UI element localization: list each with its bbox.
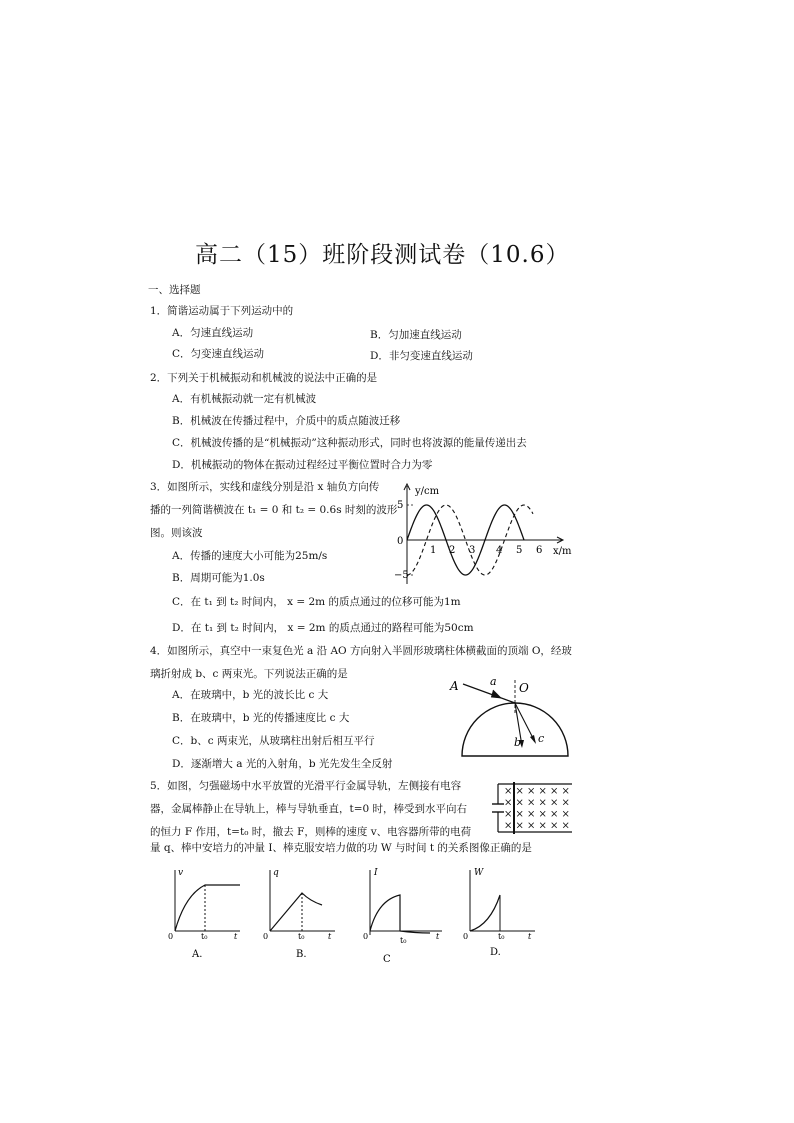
- x-tick-6: 6: [536, 545, 543, 556]
- q3-option-a: A．传播的速度大小可能为25m/s: [172, 550, 328, 562]
- field-cross-icon: ×: [504, 820, 513, 832]
- q3-stem-line3: 图。则该波: [150, 527, 203, 539]
- q4-option-d: D．逐渐增大 a 光的入射角，b 光先发生全反射: [172, 758, 393, 770]
- field-cross-icon: ×: [527, 797, 536, 809]
- graph-a-t0: t₀: [201, 932, 208, 941]
- graph-d-ylabel: W: [474, 868, 484, 878]
- y-tick-5: 5: [397, 500, 404, 511]
- q3-option-b: B．周期可能为1.0s: [172, 572, 265, 584]
- field-cross-icon: ×: [527, 786, 536, 797]
- graph-c-xlabel: t: [436, 932, 440, 941]
- ray-c-arrow: [530, 735, 536, 744]
- y-axis-label: y/cm: [415, 486, 440, 497]
- graph-a-origin: 0: [168, 932, 174, 941]
- field-cross-icon: ×: [504, 786, 513, 797]
- graph-b-t0: t₀: [298, 932, 305, 941]
- q4-glass-semicircle-figure: [445, 670, 575, 762]
- page-title: 高二（15）班阶段测试卷（10.6）: [195, 242, 570, 268]
- x-tick-4: 4: [496, 545, 503, 556]
- graph-c-t0: t₀: [400, 936, 407, 945]
- graph-b-curve: [270, 893, 322, 931]
- label-O: O: [519, 681, 529, 695]
- x-tick-1: 1: [430, 545, 437, 556]
- q3-wave-graph: [385, 480, 590, 590]
- incident-ray-arrow: [491, 690, 501, 698]
- q5-stem-line2: 器，金属棒静止在导轨上，棒与导轨垂直，t=0 时，棒受到水平向右: [150, 803, 468, 815]
- incident-ray-a: [463, 684, 515, 703]
- field-cross-icon: ×: [550, 797, 559, 809]
- graph-b-ylabel: q: [273, 868, 279, 878]
- q5-stem-line4: 量 q、棒中安培力的冲量 I、棒克服安培力做的功 W 与时间 t 的关系图像正确的是: [150, 842, 532, 854]
- x-tick-3: 3: [469, 545, 476, 556]
- graph-b: [263, 868, 335, 960]
- graph-a-caption: A.: [192, 949, 203, 960]
- field-cross-icon: ×: [504, 809, 513, 820]
- graph-d: [463, 868, 535, 958]
- field-cross-icon: ×: [538, 820, 547, 832]
- graph-a: [168, 868, 240, 960]
- graph-b-origin: 0: [263, 932, 269, 941]
- q3-option-c: C．在 t₁ 到 t₂ 时间内， x = 2m 的质点通过的位移可能为1m: [172, 596, 461, 608]
- q4-option-c: C．b、c 两束光，从玻璃柱出射后相互平行: [172, 735, 375, 747]
- x-axis-label: x/m: [553, 546, 572, 557]
- graph-d-xlabel: t: [528, 932, 532, 941]
- y-tick-neg5: −5: [394, 570, 409, 581]
- field-cross-icon: ×: [550, 820, 559, 832]
- field-cross-icon: ×: [527, 809, 536, 820]
- graph-c-origin: 0: [363, 932, 369, 941]
- q2-option-c: C．机械波传播的是“机械振动”这种振动形式，同时也将波源的能量传递出去: [172, 437, 527, 449]
- graph-d-curve: [470, 895, 500, 931]
- field-cross-icon: ×: [538, 797, 547, 809]
- graph-b-xlabel: t: [328, 932, 332, 941]
- field-cross-icon: ×: [561, 820, 570, 832]
- field-cross-icon: ×: [561, 809, 570, 820]
- q2-option-b: B．机械波在传播过程中，介质中的质点随波迁移: [172, 415, 401, 427]
- q3-stem-line1: 3．如图所示，实线和虚线分别是沿 x 轴负方向传: [150, 481, 380, 493]
- q2-option-d: D．机械振动的物体在振动过程经过平衡位置时合力为零: [172, 459, 433, 471]
- q5-stem-line1: 5．如图，匀强磁场中水平放置的光滑平行金属导轨，左侧接有电容: [150, 780, 462, 792]
- label-b: b: [514, 736, 522, 749]
- field-cross-icon: ×: [515, 797, 524, 809]
- q1-option-d: D．非匀变速直线运动: [370, 350, 473, 362]
- q2-stem: 2．下列关于机械振动和机械波的说法中正确的是: [150, 372, 378, 384]
- field-cross-icon: ×: [527, 820, 536, 832]
- graph-d-t0: t₀: [498, 932, 505, 941]
- q4-option-b: B．在玻璃中，b 光的传播速度比 c 大: [172, 712, 350, 724]
- label-c: c: [538, 732, 545, 745]
- origin-label: 0: [397, 536, 404, 547]
- q2-option-a: A．有机械振动就一定有机械波: [172, 393, 317, 405]
- graph-d-origin: 0: [463, 932, 469, 941]
- q1-option-a: A．匀速直线运动: [172, 327, 254, 339]
- graph-c-ylabel: I: [374, 868, 378, 878]
- field-cross-icon: ×: [561, 797, 570, 809]
- graph-a-curve: [175, 885, 240, 931]
- graph-c-caption: C: [383, 954, 391, 965]
- field-cross-icon: ×: [538, 809, 547, 820]
- q1-option-c: C．匀变速直线运动: [172, 348, 265, 360]
- label-A: A: [450, 679, 459, 693]
- graph-a-xlabel: t: [234, 932, 238, 941]
- field-cross-icon: ×: [504, 797, 513, 809]
- q5-answer-graphs: [160, 865, 560, 965]
- q3-option-d: D．在 t₁ 到 t₂ 时间内， x = 2m 的质点通过的路程可能为50cm: [172, 622, 474, 634]
- q1-stem: 1．简谐运动属于下列运动中的: [150, 305, 294, 317]
- label-a: a: [490, 675, 497, 688]
- graph-a-ylabel: v: [178, 868, 184, 878]
- field-cross-icon: ×: [561, 786, 570, 797]
- graph-c-curve: [370, 895, 430, 933]
- field-cross-icon: ×: [515, 809, 524, 820]
- q4-stem-line2: 璃折射成 b、c 两束光。下列说法正确的是: [150, 668, 348, 680]
- q5-rails-magnetic-field-figure: [490, 780, 575, 838]
- field-cross-icon: ×: [550, 786, 559, 797]
- q4-stem-line1: 4．如图所示，真空中一束复色光 a 沿 AO 方向射入半圆形玻璃柱体横截面的顶端 O，经玻: [150, 645, 572, 657]
- q3-stem-line2: 播的一列简谐横波在 t₁ = 0 和 t₂ = 0.6s 时刻的波形: [150, 504, 398, 516]
- field-cross-icon: ×: [515, 786, 524, 797]
- field-cross-icon: ×: [550, 809, 559, 820]
- field-cross-icon: ×: [538, 786, 547, 797]
- q1-option-b: B．匀加速直线运动: [370, 329, 462, 341]
- q5-stem-line3: 的恒力 F 作用，t=t₀ 时，撤去 F，则棒的速度 v、电容器所带的电荷: [150, 826, 472, 838]
- x-tick-2: 2: [449, 545, 456, 556]
- graph-c: [363, 868, 442, 965]
- section-heading: 一、选择题: [148, 284, 201, 296]
- graph-b-caption: B.: [296, 949, 307, 960]
- graph-d-caption: D.: [490, 947, 501, 958]
- q4-option-a: A．在玻璃中，b 光的波长比 c 大: [172, 689, 329, 701]
- x-tick-5: 5: [516, 545, 523, 556]
- field-cross-icon: ×: [515, 820, 524, 832]
